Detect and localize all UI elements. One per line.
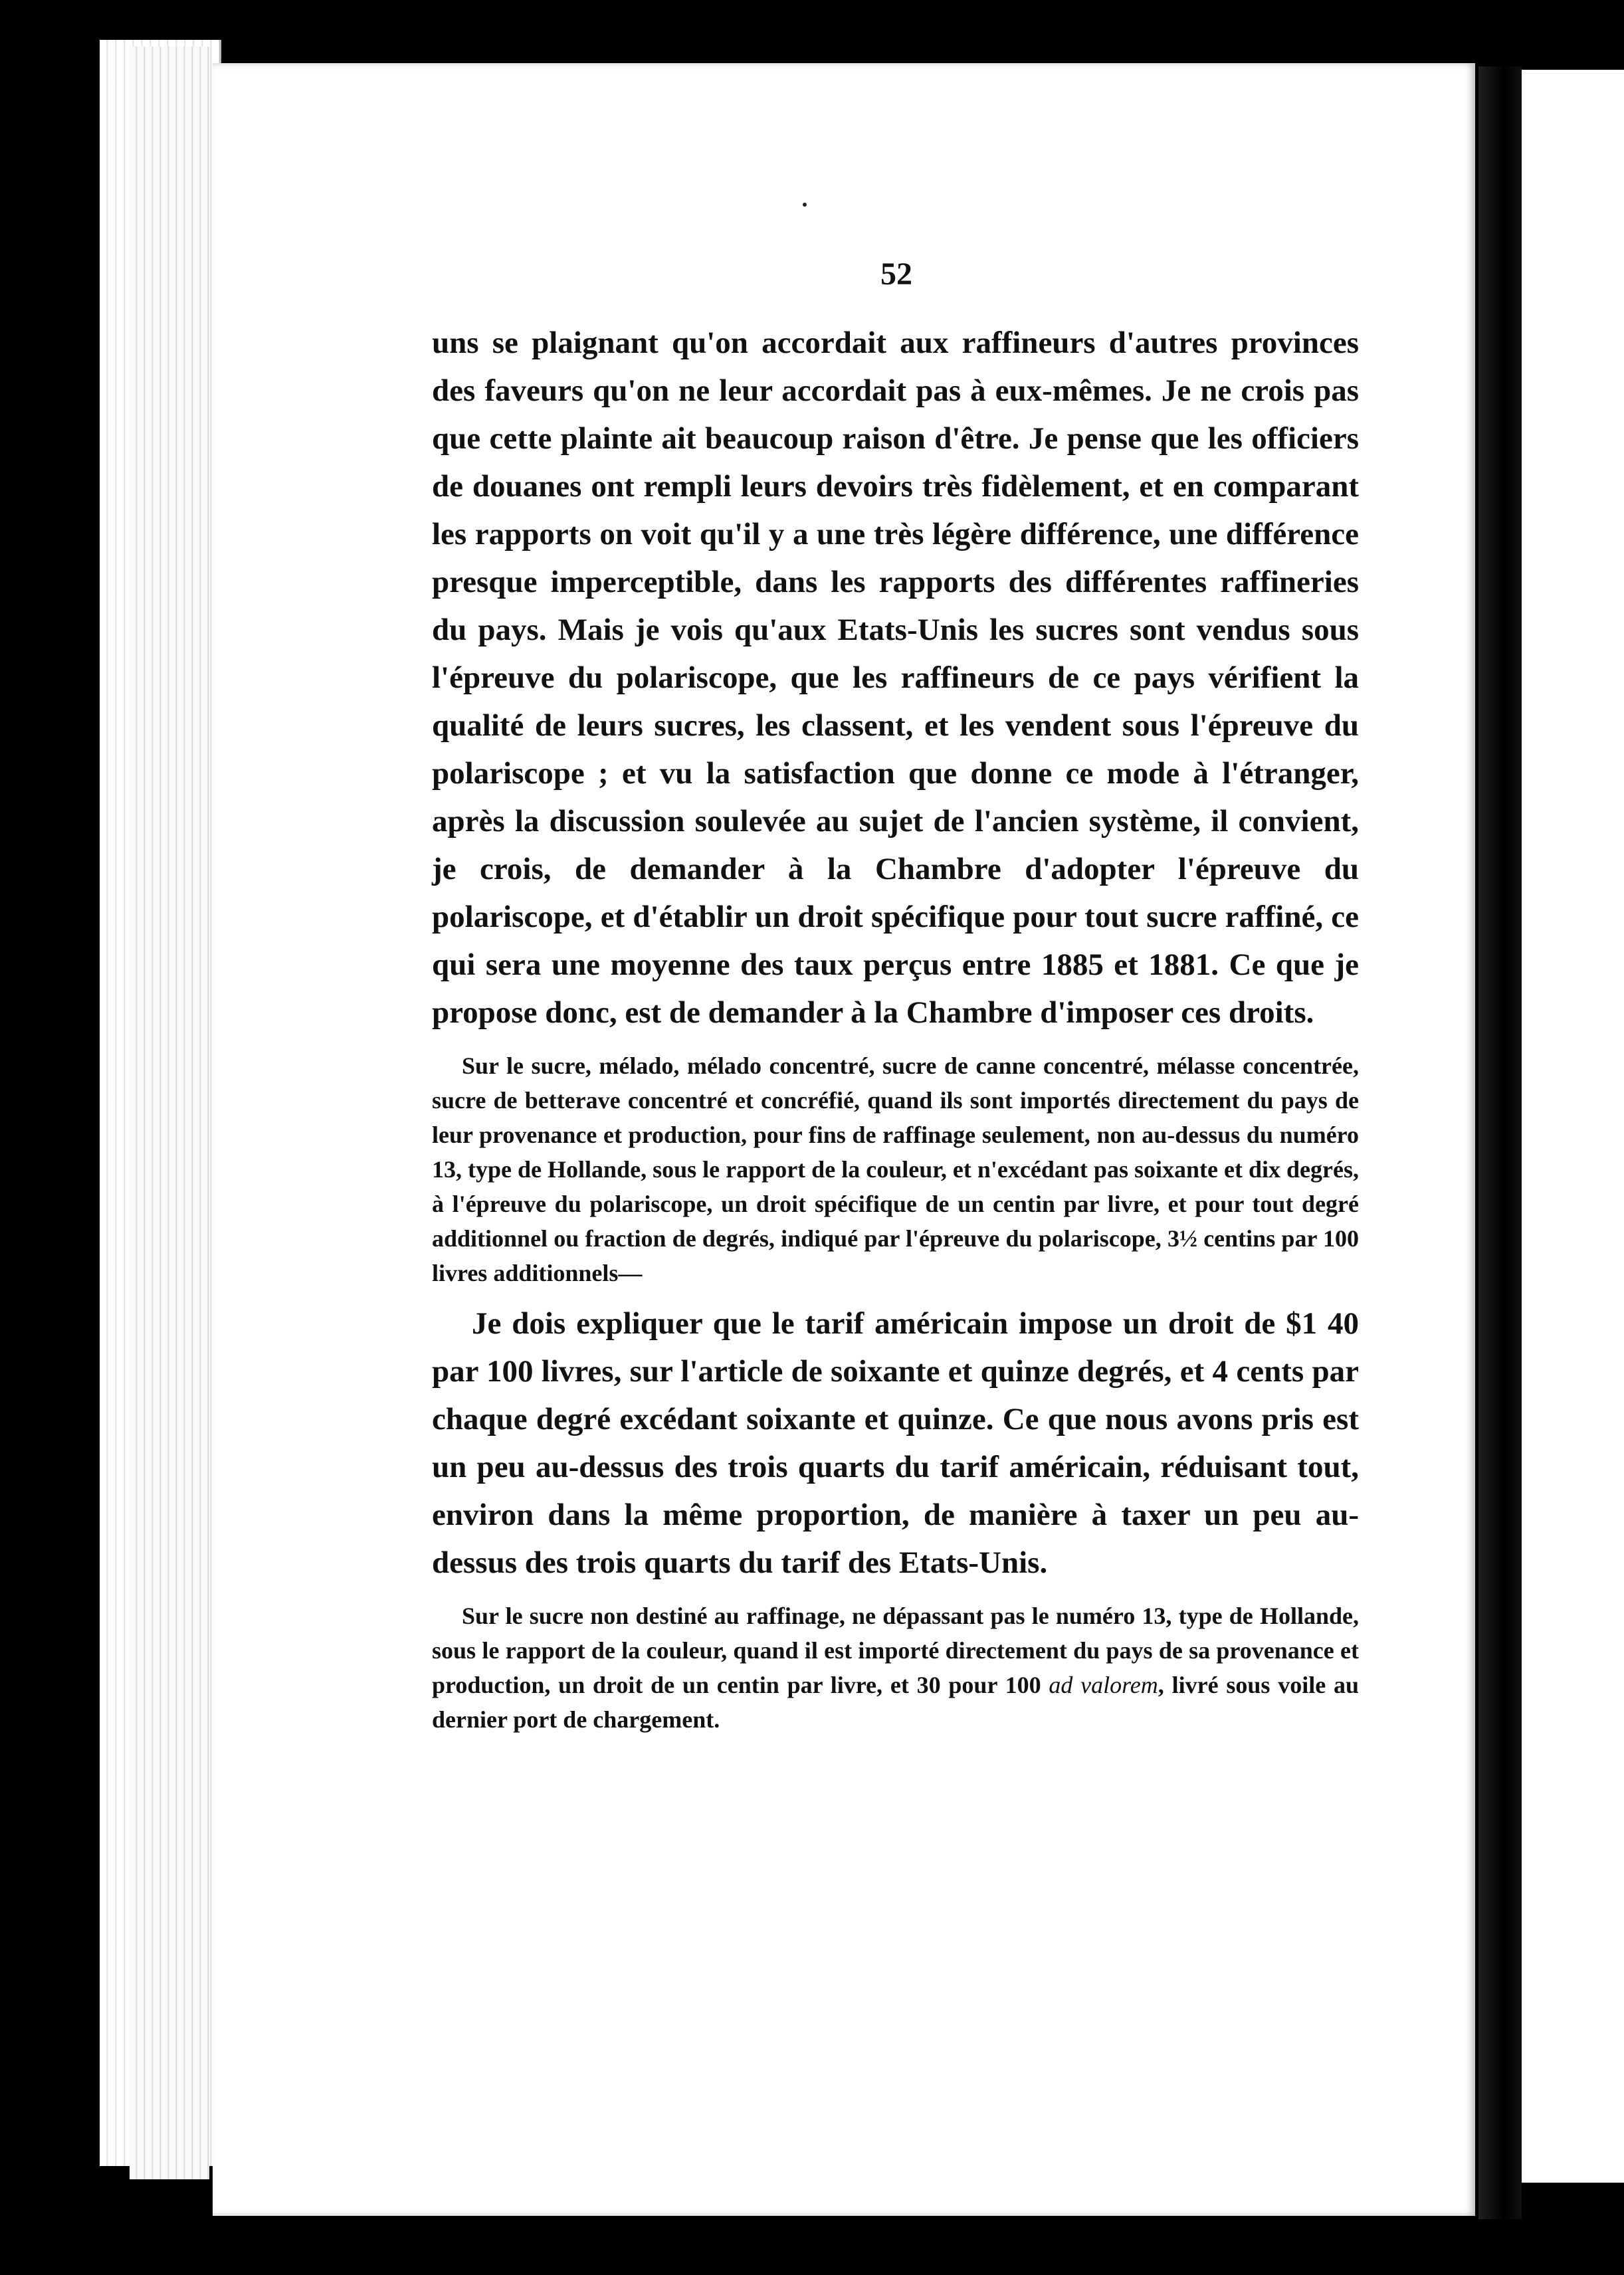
page-number: 52 (880, 256, 912, 292)
body-paragraph-2: Je dois expliquer que le tarif américain impose un droit de $1 40 par 100 livres, sur l'article de soixante et quinze degrés, et 4 cents par chaque degré excédant soixante et quinze. Ce que nous avons pris est un peu au-dessus des trois quarts du tarif américain, réduisant tout, environ dans la même proportion, de manière à taxer un peu au-dessus des trois quarts du tarif des Etats-Unis. (432, 1306, 1359, 1580)
speck-mark (803, 203, 807, 207)
facing-page-strip (1522, 70, 1624, 2183)
tariff-clause-2-part-2: , livré sous voile au dernier port de chargement. (432, 1672, 1359, 1733)
tariff-clause-1: Sur le sucre, mélado, mélado concentré, sucre de canne concentré, mélasse concentrée, sucre de betterave concentré et concréfié, quand ils sont importés directement du pays de leur provenance et production, pour fins de raffinage seulement, non au-dessus du numéro 13, type de Hollande, sous le rapport de la couleur, et n'excédant pas soixante et dix degrés, à l'épreuve du polariscope, un droit spécifique de un centin par livre, et pour tout degré additionnel ou fraction de degrés, indiqué par l'épreuve du polariscope, 3½ centins par 100 livres additionnels— (432, 1052, 1359, 1286)
page-content (432, 319, 1359, 1746)
body-paragraph-1: uns se plaignant qu'on accordait aux raffineurs d'autres provinces des faveurs qu'on ne leur accordait pas à eux-mêmes. Je ne crois pas que cette plainte ait beaucoup raison d'être. Je pense que les officiers de douanes ont rempli leurs devoirs très fidèlement, et en comparant les rapports on voit qu'il y a une très légère différence, une différence presque imperceptible, dans les rapports des différentes raffineries du pays. Mais je vois qu'aux Etats-Unis les sucres sont vendus sous l'épreuve du polariscope, que les raffineurs de ce pays vérifient la qualité de leurs sucres, les classent, et les vendent sous l'épreuve du polariscope ; et vu la satisfaction que donne ce mode à l'étranger, après la discussion soulevée au sujet de l'ancien système, il convient, je crois, de demander à la Chambre d'adopter l'épreuve du polariscope, et d'établir un droit spécifique pour tout sucre raffiné, ce qui sera une moyenne des taux perçus entre 1885 et 1881. Ce que je propose donc, est de demander à la Chambre d'imposer ces droits. (432, 326, 1359, 1030)
tariff-clause-2-italic: ad valorem (1049, 1672, 1158, 1698)
tariff-clause-2-part-1: Sur le sucre non destiné au raffinage, ne dépassant pas le numéro 13, type de Hollande, sous le rapport de la couleur, quand il est importé directement du pays de sa provenance et production, un droit de un centin par livre, et 30 pour 100 (432, 1603, 1359, 1698)
book-binding-shadow (1478, 66, 1522, 2219)
book-page-edges-inner (130, 47, 209, 2179)
tariff-clause-2 (432, 1599, 1359, 1737)
